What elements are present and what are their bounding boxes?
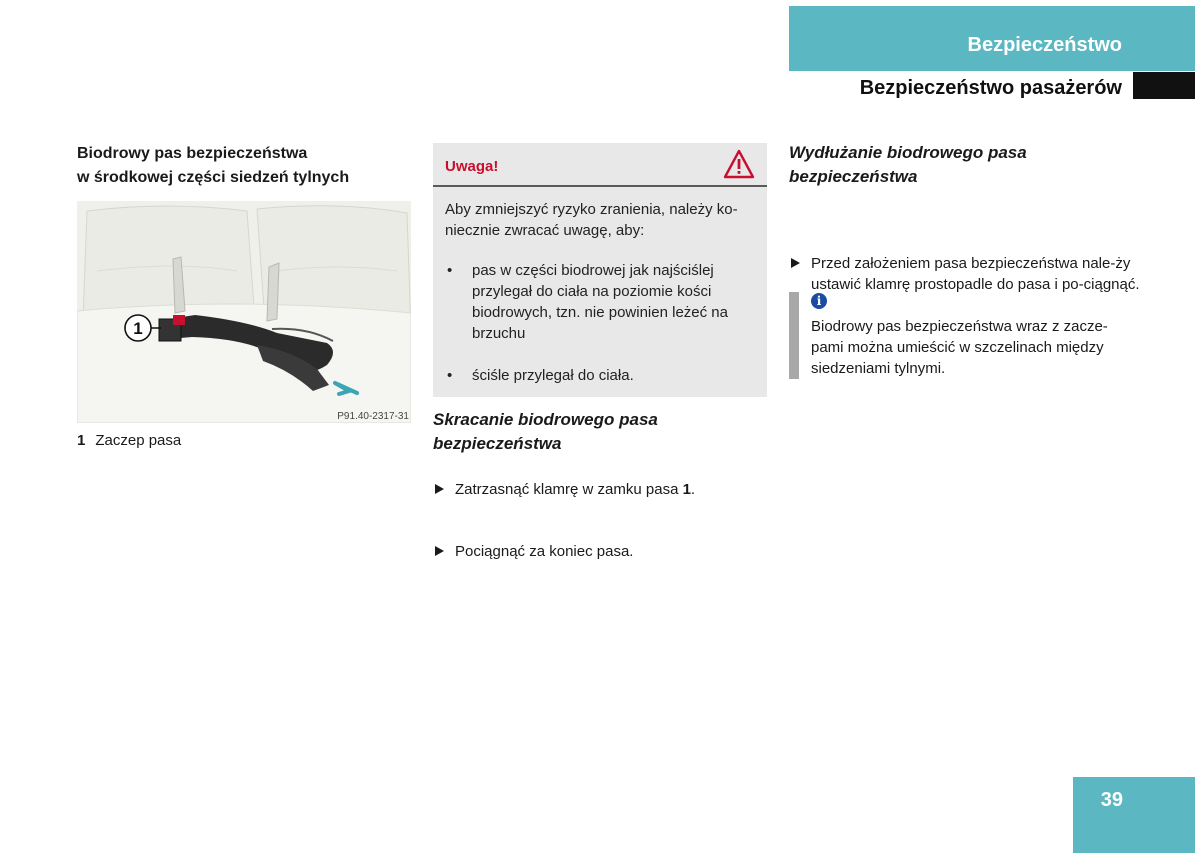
lengthen-step-text: Przed założeniem pasa bezpieczeństwa nale-ży ustawić klamrę prostopadle do pasa i po-ciągnąć. — [811, 255, 1140, 293]
chapter-title: Bezpieczeństwo — [967, 34, 1122, 56]
illustration-code: P91.40-2317-31 — [337, 411, 409, 422]
shorten-belt-heading: Skracanie biodrowego pasa bezpieczeństwa — [433, 410, 658, 453]
warning-list-item: • pas w części biodrowej jak najściślej przylegał do ciała na poziomie kości biodrowych, tzn. nie powinien leżeć na brzuchu — [445, 260, 755, 344]
shorten-step-2-text: Pociągnąć za koniec pasa. — [455, 543, 634, 560]
warning-list-item: • ściśle przylegał do ciała. — [445, 365, 755, 386]
lap-belt-drawing — [77, 201, 411, 423]
shorten-step-1-text: Zatrzasnąć klamrę w zamku pasa — [455, 481, 683, 498]
warning-label: Uwaga! — [445, 158, 499, 175]
step-arrow-icon — [435, 546, 444, 556]
illustration-callout-1: 1 — [133, 319, 143, 338]
caption-number: 1 — [77, 432, 86, 449]
page-number: 39 — [1100, 789, 1123, 811]
shorten-step-1-end: . — [690, 481, 696, 498]
info-icon: i — [811, 293, 827, 309]
lap-belt-illustration — [77, 201, 411, 423]
caption-text: Zaczep pasa — [95, 432, 182, 449]
note-text: Biodrowy pas bezpieczeństwa wraz z zacze-pami można umieścić w szczelinach między siedzeniami tylnymi. — [811, 318, 1108, 377]
note-bar — [789, 292, 799, 379]
warning-triangle-icon — [723, 149, 755, 184]
step-arrow-icon — [435, 484, 444, 494]
lengthen-belt-heading: Wydłużanie biodrowego pasa bezpieczeństwa — [789, 143, 1027, 186]
lengthen-step — [789, 253, 1145, 295]
seatbelt-heading — [77, 142, 407, 190]
warning-intro: Aby zmniejszyć ryzyko zranienia, należy ko-niecznie zwracać uwagę, aby: — [445, 201, 738, 239]
shorten-step-1-ref: 1 — [682, 481, 691, 498]
warning-list — [445, 260, 755, 386]
page-number-box — [1073, 777, 1195, 853]
section-marker-tab — [1133, 72, 1195, 99]
shorten-step-1 — [433, 479, 789, 500]
step-arrow-icon — [791, 258, 800, 268]
warning-header — [433, 143, 767, 187]
shorten-step-2 — [433, 541, 789, 562]
seatbelt-heading-line2: w środkowej części siedzeń tylnych — [77, 169, 350, 186]
seatbelt-heading-line1: Biodrowy pas bezpieczeństwa — [77, 145, 308, 162]
warning-body — [445, 199, 755, 386]
figure-caption — [77, 432, 181, 449]
section-title: Bezpieczeństwo pasażerów — [859, 77, 1122, 99]
